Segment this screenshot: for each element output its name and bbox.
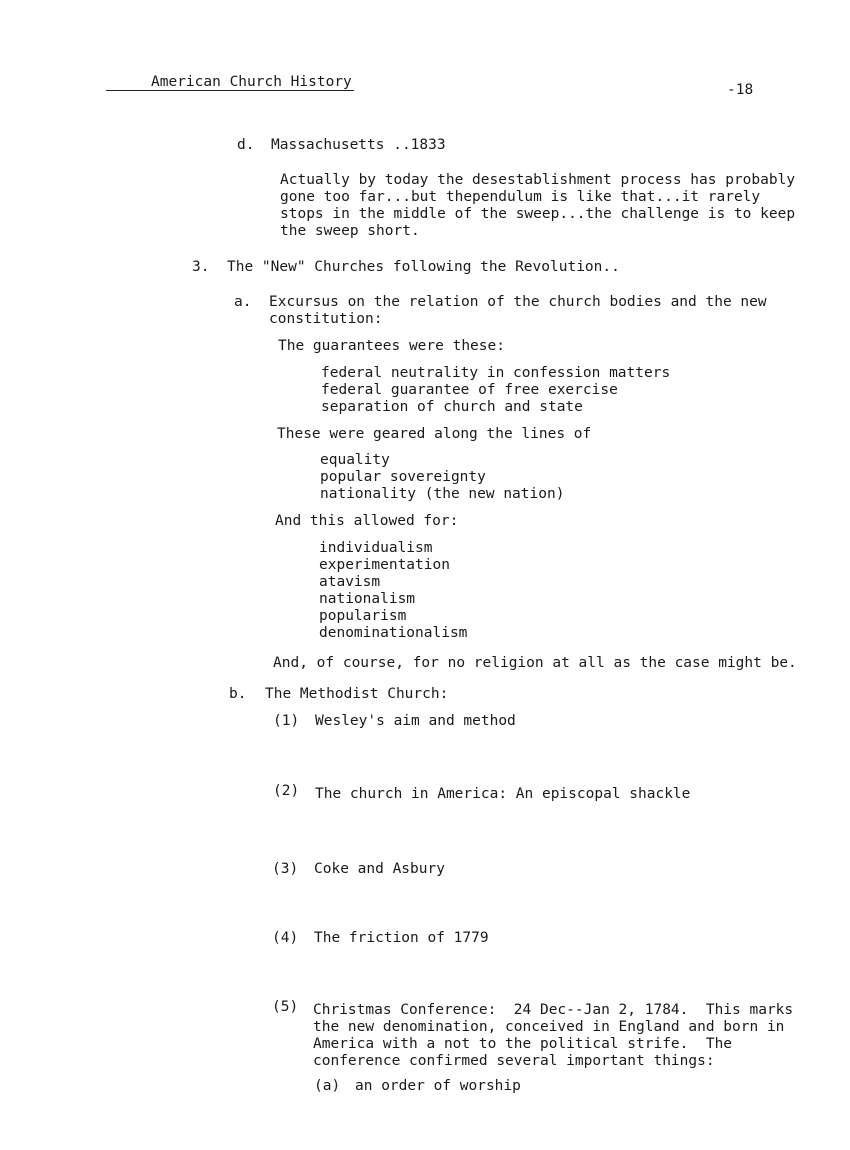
sub-sub-item-text: an order of worship xyxy=(355,1078,521,1094)
item-b-marker: b. xyxy=(229,686,247,702)
geared-intro: These were geared along the lines of xyxy=(277,426,592,442)
sub-sub-item-number: (a) xyxy=(314,1078,341,1094)
running-title: American Church History xyxy=(151,74,352,90)
item-a-line: constitution: xyxy=(269,311,383,327)
section-3-marker: 3. xyxy=(192,259,210,275)
geared-item: popular sovereignty xyxy=(320,469,486,485)
sub-item-text: Wesley's aim and method xyxy=(315,713,516,729)
page-number: -18 xyxy=(727,82,754,98)
item-d-label: Massachusetts ..1833 xyxy=(271,137,446,153)
allowed-item: nationalism xyxy=(319,591,416,607)
item-a-marker: a. xyxy=(234,294,252,310)
sub-item-line: conference confirmed several important things: xyxy=(313,1053,715,1069)
sub-item-text: The friction of 1779 xyxy=(314,930,489,946)
guarantees-intro: The guarantees were these: xyxy=(278,338,505,354)
sub-item-number: (2) xyxy=(273,783,300,799)
sub-item-number: (1) xyxy=(273,713,300,729)
d-para-line: the sweep short. xyxy=(280,223,420,239)
d-para-line: gone too far...but thependulum is like that...it rarely xyxy=(280,189,761,205)
sub-item-text: The church in America: An episcopal shackle xyxy=(315,786,691,802)
sub-item-number: (4) xyxy=(272,930,299,946)
item-d-marker: d. xyxy=(237,137,255,153)
allowed-item: individualism xyxy=(319,540,433,556)
guarantee-item: separation of church and state xyxy=(321,399,583,415)
allowed-item: popularism xyxy=(319,608,407,624)
item-b-label: The Methodist Church: xyxy=(265,686,449,702)
sub-item-text: Coke and Asbury xyxy=(314,861,445,877)
allowed-intro: And this allowed for: xyxy=(275,513,459,529)
allowed-item: experimentation xyxy=(319,557,450,573)
item-a-line: Excursus on the relation of the church bodies and the new xyxy=(269,294,767,310)
guarantee-item: federal guarantee of free exercise xyxy=(321,382,618,398)
sub-item-number: (3) xyxy=(272,861,299,877)
header-underline xyxy=(106,90,354,91)
sub-item-number: (5) xyxy=(272,999,299,1015)
sub-item-line: Christmas Conference: 24 Dec--Jan 2, 1784. This marks xyxy=(313,1002,794,1018)
allowed-item: atavism xyxy=(319,574,381,590)
closing-line: And, of course, for no religion at all as the case might be. xyxy=(273,655,797,671)
geared-item: equality xyxy=(320,452,390,468)
d-para-line: stops in the middle of the sweep...the challenge is to keep xyxy=(280,206,796,222)
section-3-heading: The "New" Churches following the Revolution.. xyxy=(227,259,620,275)
d-para-line: Actually by today the desestablishment process has probably xyxy=(280,172,796,188)
allowed-item: denominationalism xyxy=(319,625,468,641)
sub-item-line: America with a not to the political strife. The xyxy=(313,1036,733,1052)
guarantee-item: federal neutrality in confession matters xyxy=(321,365,671,381)
geared-item: nationality (the new nation) xyxy=(320,486,565,502)
sub-item-line: the new denomination, conceived in England and born in xyxy=(313,1019,785,1035)
